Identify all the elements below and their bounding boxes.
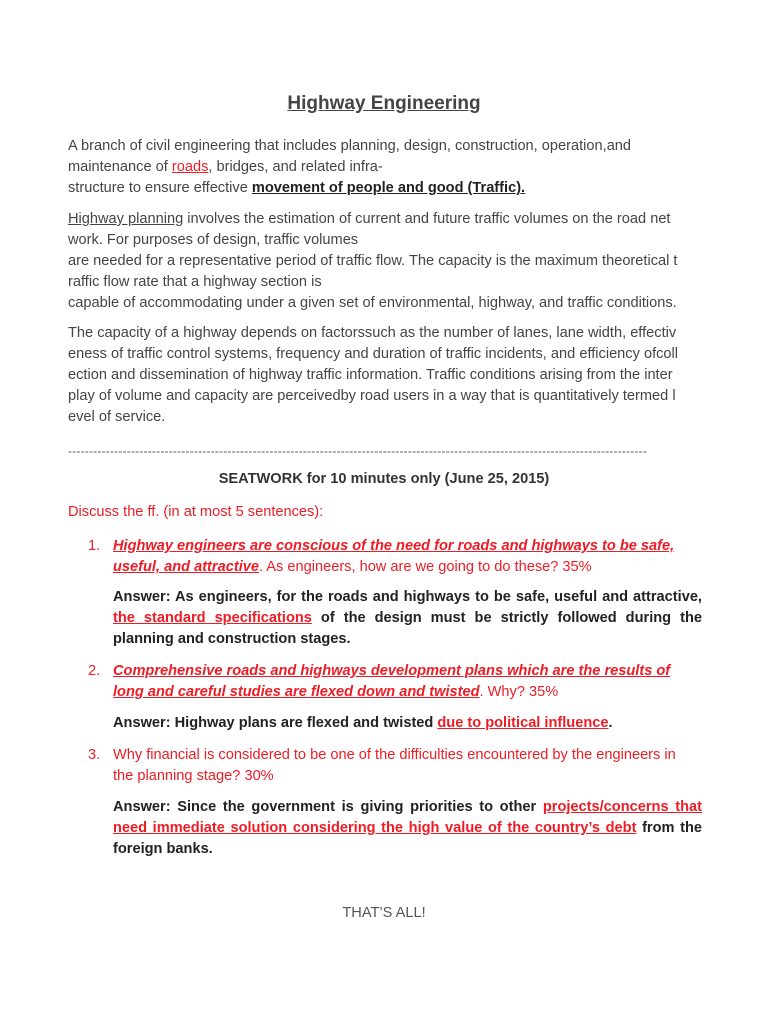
answer-text: of the design must be strictly followed during the planning and construction stages.: [113, 610, 702, 647]
intro-text: structure to ensure effective: [68, 180, 252, 196]
traffic-emphasis: movement of people and good (Traffic).: [251, 180, 526, 196]
capacity-line-4: play of volume and capacity are perceivedby road users in a way that is quantitatively termed l: [68, 388, 676, 404]
question-1-emphasis: useful, and attractive: [113, 559, 259, 575]
planning-line-2: work. For purposes of design, traffic volumes: [68, 232, 359, 248]
answer-text: Answer: Highway plans are flexed and twisted: [113, 715, 438, 731]
question-2-line-2: [113, 682, 702, 703]
question-2-emphasis: long and careful studies are flexed down and twisted: [113, 684, 480, 700]
capacity-line-2: eness of traffic control systems, frequency and duration of traffic incidents, and efficiency ofcoll: [68, 346, 679, 362]
answer-1: [113, 587, 702, 650]
discuss-instruction: Discuss the ff. (in at most 5 sentences):: [68, 504, 324, 520]
question-2-text: . Why? 35%: [479, 684, 559, 700]
question-number: 1.: [88, 538, 101, 554]
answer-3-highlight: projects/concerns that need immediate solution considering the high value of the country’s debt: [113, 799, 702, 836]
capacity-line-3: ection and dissemination of highway traffic information. Traffic conditions arising from the inter: [68, 367, 673, 383]
answer-text: .: [608, 715, 613, 731]
intro-paragraph: [68, 136, 708, 199]
planning-paragraph: [68, 209, 708, 314]
planning-term: Highway planning: [68, 211, 184, 227]
answer-2-highlight: due to political influence: [437, 715, 609, 731]
question-number: 3.: [88, 747, 101, 763]
planning-text: involves the estimation of current and future traffic volumes on the road net: [183, 211, 671, 227]
planning-line-4: raffic flow rate that a highway section is: [68, 274, 322, 290]
capacity-paragraph: [68, 323, 708, 428]
question-3-line-2: the planning stage? 30%: [113, 768, 274, 784]
capacity-line-5: evel of service.: [68, 409, 166, 425]
intro-line-3: [68, 178, 708, 199]
capacity-line-1: The capacity of a highway depends on factorssuch as the number of lanes, lane width, effectiv: [68, 325, 677, 341]
question-item-3: [88, 745, 702, 787]
question-2-line-1: Comprehensive roads and highways development plans which are the results of: [113, 663, 671, 679]
question-number: 2.: [88, 663, 101, 679]
intro-line-1: A branch of civil engineering that includes planning, design, construction, operation,and: [68, 138, 632, 154]
planning-line-5: capable of accommodating under a given set of environmental, highway, and traffic conditions.: [68, 295, 677, 311]
question-1-line-2: [113, 557, 702, 578]
question-3-line-1: Why financial is considered to be one of the difficulties encountered by the engineers in: [113, 747, 676, 763]
answer-text: Answer: Since the government is giving priorities to other: [113, 799, 543, 815]
planning-line-3: are needed for a representative period of traffic flow. The capacity is the maximum theoretical t: [68, 253, 678, 269]
answer-1-highlight: the standard specifications: [113, 610, 312, 626]
answer-3: [113, 797, 702, 860]
roads-link: roads: [171, 159, 209, 175]
intro-text: maintenance of: [68, 159, 172, 175]
question-1-text: . As engineers, how are we going to do these? 35%: [258, 559, 592, 575]
question-item-1: [88, 536, 702, 578]
answer-2: [113, 713, 702, 734]
question-1-line-1: Highway engineers are conscious of the need for roads and highways to be safe,: [113, 538, 675, 554]
intro-line-2: [68, 157, 708, 178]
question-item-2: [88, 661, 702, 703]
planning-line-1: [68, 209, 708, 230]
intro-text: , bridges, and related infra-: [208, 159, 383, 175]
dashed-separator: ------------------------------------------------------------------------------------------------------------------------------------------: [68, 444, 648, 458]
answer-text: Answer: As engineers, for the roads and highways to be safe, useful and attractive,: [113, 589, 702, 605]
page-title: Highway Engineering: [287, 93, 481, 114]
closing-text: THAT’S ALL!: [342, 905, 426, 921]
answer-text: from the foreign banks.: [113, 820, 702, 857]
seatwork-heading: SEATWORK for 10 minutes only (June 25, 2015): [218, 471, 550, 487]
